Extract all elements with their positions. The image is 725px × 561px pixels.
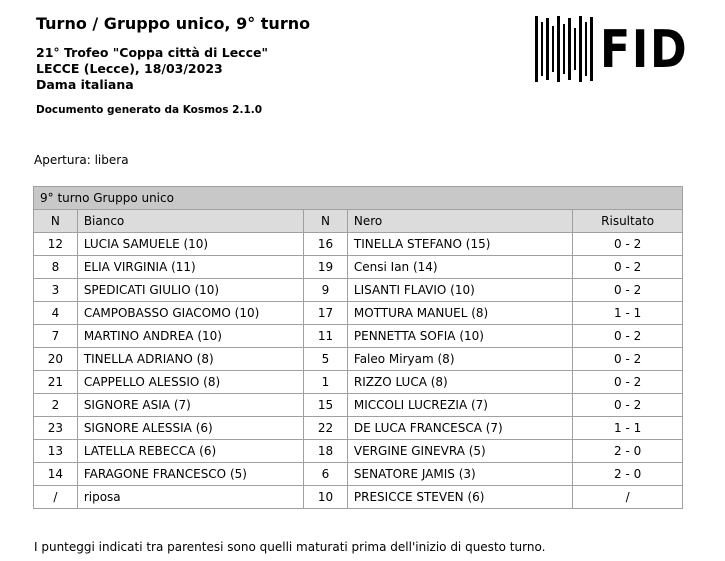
table-row <box>34 440 683 463</box>
round-title: 9° turno Gruppo unico <box>34 187 683 210</box>
table-row <box>34 348 683 371</box>
cell-white-player: CAPPELLO ALESSIO (8) <box>77 371 303 394</box>
cell-white-player: MARTINO ANDREA (10) <box>77 325 303 348</box>
cell-white-player: riposa <box>77 486 303 509</box>
cell-n-white: 23 <box>34 417 78 440</box>
cell-result: 2 - 0 <box>573 463 683 486</box>
table-row <box>34 302 683 325</box>
cell-result: 0 - 2 <box>573 233 683 256</box>
document-header <box>36 14 310 33</box>
page-title: Turno / Gruppo unico, 9° turno <box>36 14 311 33</box>
table-row <box>34 463 683 486</box>
cell-black-player: VERGINE GINEVRA (5) <box>347 440 572 463</box>
cell-n-black: 18 <box>304 440 348 463</box>
cell-white-player: CAMPOBASSO GIACOMO (10) <box>77 302 303 325</box>
col-header-black: Nero <box>347 210 572 233</box>
cell-n-white: 21 <box>34 371 78 394</box>
location-date: LECCE (Lecce), 18/03/2023 <box>36 61 223 76</box>
cell-n-white: 2 <box>34 394 78 417</box>
table-header-row <box>34 210 683 233</box>
cell-black-player: LISANTI FLAVIO (10) <box>347 279 572 302</box>
cell-n-white: 4 <box>34 302 78 325</box>
table-row <box>34 371 683 394</box>
pairings-table <box>33 186 683 509</box>
cell-black-player: MOTTURA MANUEL (8) <box>347 302 572 325</box>
opening-info: Apertura: libera <box>34 153 129 167</box>
cell-black-player: DE LUCA FRANCESCA (7) <box>347 417 572 440</box>
cell-n-black: 1 <box>304 371 348 394</box>
cell-n-black: 5 <box>304 348 348 371</box>
cell-white-player: LATELLA REBECCA (6) <box>77 440 303 463</box>
table-row <box>34 233 683 256</box>
cell-result: 1 - 1 <box>573 417 683 440</box>
table-row <box>34 486 683 509</box>
table-row <box>34 256 683 279</box>
cell-n-black: 17 <box>304 302 348 325</box>
cell-n-black: 6 <box>304 463 348 486</box>
cell-n-black: 15 <box>304 394 348 417</box>
cell-black-player: PENNETTA SOFIA (10) <box>347 325 572 348</box>
cell-white-player: SIGNORE ALESSIA (6) <box>77 417 303 440</box>
col-header-white: Bianco <box>77 210 303 233</box>
cell-black-player: Faleo Miryam (8) <box>347 348 572 371</box>
round-title-row <box>34 187 683 210</box>
cell-white-player: LUCIA SAMUELE (10) <box>77 233 303 256</box>
fid-logo-stripes-icon <box>535 16 593 82</box>
cell-result: 0 - 2 <box>573 348 683 371</box>
table-row <box>34 417 683 440</box>
cell-black-player: SENATORE JAMIS (3) <box>347 463 572 486</box>
cell-n-black: 11 <box>304 325 348 348</box>
cell-result: / <box>573 486 683 509</box>
cell-n-black: 19 <box>304 256 348 279</box>
fid-logo-text: FID <box>600 20 689 80</box>
cell-n-white: 3 <box>34 279 78 302</box>
footer-note: I punteggi indicati tra parentesi sono quelli maturati prima dell'inizio di questo turno. <box>34 540 546 554</box>
table-row <box>34 325 683 348</box>
cell-black-player: MICCOLI LUCREZIA (7) <box>347 394 572 417</box>
cell-result: 0 - 2 <box>573 325 683 348</box>
cell-n-white: / <box>34 486 78 509</box>
cell-n-black: 16 <box>304 233 348 256</box>
table-row <box>34 279 683 302</box>
cell-result: 0 - 2 <box>573 256 683 279</box>
cell-black-player: PRESICCE STEVEN (6) <box>347 486 572 509</box>
table-row <box>34 394 683 417</box>
cell-n-black: 10 <box>304 486 348 509</box>
cell-n-white: 14 <box>34 463 78 486</box>
cell-white-player: SIGNORE ASIA (7) <box>77 394 303 417</box>
cell-black-player: TINELLA STEFANO (15) <box>347 233 572 256</box>
cell-n-white: 8 <box>34 256 78 279</box>
cell-n-white: 20 <box>34 348 78 371</box>
cell-white-player: TINELLA ADRIANO (8) <box>77 348 303 371</box>
cell-result: 0 - 2 <box>573 394 683 417</box>
cell-result: 2 - 0 <box>573 440 683 463</box>
cell-white-player: ELIA VIRGINIA (11) <box>77 256 303 279</box>
cell-white-player: SPEDICATI GIULIO (10) <box>77 279 303 302</box>
cell-black-player: Censi Ian (14) <box>347 256 572 279</box>
cell-result: 0 - 2 <box>573 279 683 302</box>
cell-result: 0 - 2 <box>573 371 683 394</box>
cell-n-white: 12 <box>34 233 78 256</box>
cell-n-black: 22 <box>304 417 348 440</box>
cell-n-white: 7 <box>34 325 78 348</box>
generator-note: Documento generato da Kosmos 2.1.0 <box>36 104 263 116</box>
col-header-n-white: N <box>34 210 78 233</box>
cell-result: 1 - 1 <box>573 302 683 325</box>
cell-black-player: RIZZO LUCA (8) <box>347 371 572 394</box>
cell-n-black: 9 <box>304 279 348 302</box>
col-header-result: Risultato <box>573 210 683 233</box>
tournament-name: 21° Trofeo "Coppa città di Lecce" <box>36 45 268 60</box>
cell-white-player: FARAGONE FRANCESCO (5) <box>77 463 303 486</box>
col-header-n-black: N <box>304 210 348 233</box>
cell-n-white: 13 <box>34 440 78 463</box>
discipline: Dama italiana <box>36 77 134 92</box>
